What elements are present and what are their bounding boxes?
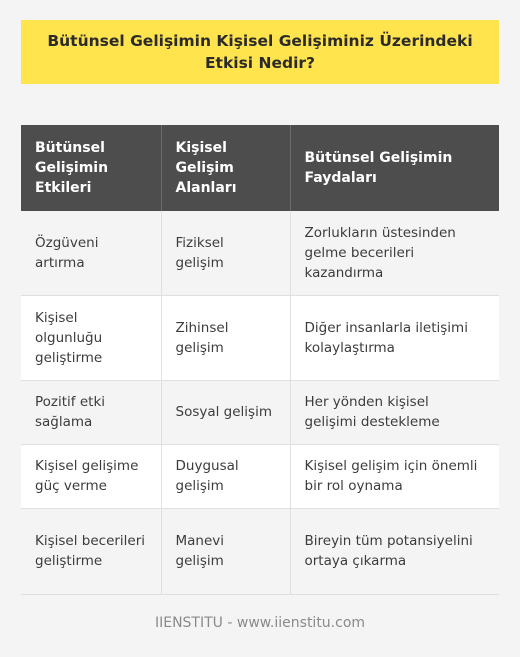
column-header-effects: Bütünsel Gelişimin Etkileri [21, 125, 161, 211]
table-cell: Özgüveni artırma [21, 211, 161, 295]
table-cell: Bireyin tüm potansiyelini ortaya çıkarma [290, 508, 499, 594]
table-cell: Duygusal gelişim [161, 444, 290, 508]
table-cell: Kişisel becerileri geliştirme [21, 508, 161, 594]
table-row [21, 444, 499, 508]
table-cell: Zorlukların üstesinden gelme becerileri kazandırma [290, 211, 499, 295]
column-header-benefits: Bütünsel Gelişimin Faydaları [290, 125, 499, 211]
table-row [21, 295, 499, 380]
title-banner [21, 20, 499, 84]
column-header-areas: Kişisel Gelişim Alanları [161, 125, 290, 211]
table-cell: Pozitif etki sağlama [21, 380, 161, 444]
footer-credit: IIENSTITU - www.iienstitu.com [154, 615, 366, 631]
table-cell: Sosyal gelişim [161, 380, 290, 444]
comparison-table [21, 125, 499, 595]
table-cell: Zihinsel gelişim [161, 295, 290, 380]
table-cell: Diğer insanlarla iletişimi kolaylaştırma [290, 295, 499, 380]
table-header-row [21, 125, 499, 211]
table-row [21, 508, 499, 594]
table-cell: Her yönden kişisel gelişimi destekleme [290, 380, 499, 444]
table-cell: Kişisel olgunluğu geliştirme [21, 295, 161, 380]
table-cell: Kişisel gelişim için önemli bir rol oynama [290, 444, 499, 508]
table-cell: Manevi gelişim [161, 508, 290, 594]
table-cell: Kişisel gelişime güç verme [21, 444, 161, 508]
table-row [21, 380, 499, 444]
table-row [21, 211, 499, 295]
table-cell: Fiziksel gelişim [161, 211, 290, 295]
page-title: Bütünsel Gelişimin Kişisel Gelişiminiz Üzerindeki Etkisi Nedir? [47, 32, 473, 72]
